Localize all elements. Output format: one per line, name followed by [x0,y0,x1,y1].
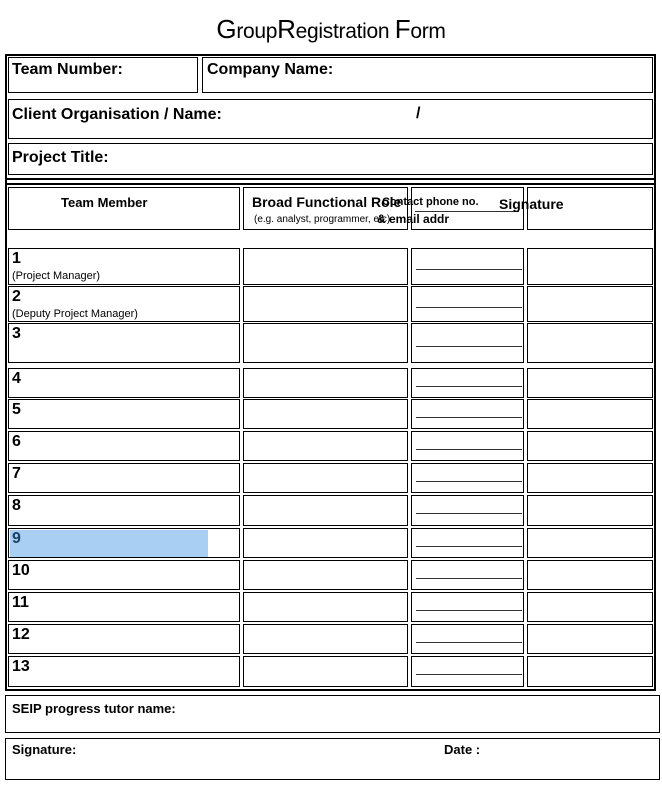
row-number: 8 [12,497,21,514]
row-11-member-cell[interactable] [8,592,240,622]
company-name-label: Company Name: [207,61,334,78]
contact-fill-line [416,307,522,308]
row-number: 9 [12,530,21,547]
row-2-role-cell[interactable] [243,286,408,322]
contact-fill-line [416,417,522,418]
row-12-role-cell[interactable] [243,624,408,654]
header-signature-label: Signature [499,196,564,212]
header-functional-role: Broad Functional Role (e.g. analyst, programmer, etc) [243,187,408,230]
section-divider [5,178,656,180]
row-6-role-cell[interactable] [243,431,408,461]
row-5-member-cell[interactable] [8,399,240,429]
row-number: 2 [12,288,21,305]
tutor-name-label: SEIP progress tutor name: [12,701,176,716]
row-2-member-cell[interactable] [8,286,240,322]
project-title-label: Project Title: [12,149,109,166]
row-number: 6 [12,433,21,450]
row-10-signature-cell[interactable] [527,560,653,590]
row-9-signature-cell[interactable] [527,528,653,558]
team-number-label: Team Number: [12,61,123,78]
row-1-member-cell[interactable] [8,248,240,285]
contact-fill-line [416,449,522,450]
contact-fill-line [416,578,522,579]
row-9-member-cell[interactable] [8,528,240,558]
tutor-name-field[interactable] [5,695,660,733]
row-3-member-cell[interactable] [8,323,240,363]
row-10-member-cell[interactable] [8,560,240,590]
team-number-field[interactable] [8,57,198,93]
row-number: 11 [12,594,29,611]
role-hint: (e.g. analyst, programmer, etc) [254,214,391,225]
row-4-role-cell[interactable] [243,368,408,398]
row-7-signature-cell[interactable] [527,463,653,493]
contact-fill-line [416,481,522,482]
header-team-member: Team Member [8,187,240,230]
contact-fill-line [416,346,522,347]
project-title-field[interactable] [8,143,653,175]
row-4-member-cell[interactable] [8,368,240,398]
contact-fill-line [416,610,522,611]
row-number: 7 [12,465,21,482]
row-number: 5 [12,401,21,418]
footer-date-label: Date : [444,742,481,757]
row-13-signature-cell[interactable] [527,656,653,687]
row-13-role-cell[interactable] [243,656,408,687]
row-13-contact-cell[interactable] [411,656,524,687]
row-12-signature-cell[interactable] [527,624,653,654]
row-12-contact-cell[interactable] [411,624,524,654]
row-6-member-cell[interactable] [8,431,240,461]
row-role-note: (Project Manager) [12,270,101,282]
row-number: 4 [12,370,21,387]
row-8-contact-cell[interactable] [411,495,524,526]
row-7-member-cell[interactable] [8,463,240,493]
client-separator: / [416,105,421,122]
row-1-role-cell[interactable] [243,248,408,285]
row-3-contact-cell[interactable] [411,323,524,363]
row-number: 12 [12,626,30,643]
row-7-role-cell[interactable] [243,463,408,493]
client-organisation-field[interactable] [8,99,653,139]
row-number: 3 [12,325,21,342]
row-5-contact-cell[interactable] [411,399,524,429]
contact-fill-line [416,642,522,643]
row-3-role-cell[interactable] [243,323,408,363]
footer-signature-label: Signature: [12,742,77,757]
row-number: 1 [12,250,21,267]
row-4-contact-cell[interactable] [411,368,524,398]
row-13-member-cell[interactable] [8,656,240,687]
row-11-contact-cell[interactable] [411,592,524,622]
row-11-role-cell[interactable] [243,592,408,622]
header-contact-line1: Contact phone no. [382,196,479,208]
row-9-role-cell[interactable] [243,528,408,558]
row-2-signature-cell[interactable] [527,286,653,322]
company-name-field[interactable] [202,57,653,93]
contact-fill-line [416,269,522,270]
row-selection-highlight [10,530,208,557]
row-role-note: (Deputy Project Manager) [12,308,138,320]
row-1-contact-cell[interactable] [411,248,524,285]
contact-fill-line [416,546,522,547]
row-1-signature-cell[interactable] [527,248,653,285]
contact-fill-line [416,674,522,675]
contact-fill-line [416,386,522,387]
row-6-signature-cell[interactable] [527,431,653,461]
row-11-signature-cell[interactable] [527,592,653,622]
row-9-contact-cell[interactable] [411,528,524,558]
row-7-contact-cell[interactable] [411,463,524,493]
row-12-member-cell[interactable] [8,624,240,654]
header-contact-line2: & email addr [377,212,450,226]
row-4-signature-cell[interactable] [527,368,653,398]
signature-date-field[interactable] [5,738,660,780]
row-8-role-cell[interactable] [243,495,408,526]
form-title: GroupRegistration Form [216,14,446,44]
row-10-role-cell[interactable] [243,560,408,590]
row-10-contact-cell[interactable] [411,560,524,590]
row-5-signature-cell[interactable] [527,399,653,429]
contact-fill-line [416,513,522,514]
row-number: 10 [12,562,30,579]
row-8-member-cell[interactable] [8,495,240,526]
section-divider-2 [5,183,656,185]
client-organisation-label: Client Organisation / Name: [12,106,222,123]
row-3-signature-cell[interactable] [527,323,653,363]
row-2-contact-cell[interactable] [411,286,524,322]
row-number: 13 [12,658,30,675]
row-5-role-cell[interactable] [243,399,408,429]
row-8-signature-cell[interactable] [527,495,653,526]
row-6-contact-cell[interactable] [411,431,524,461]
